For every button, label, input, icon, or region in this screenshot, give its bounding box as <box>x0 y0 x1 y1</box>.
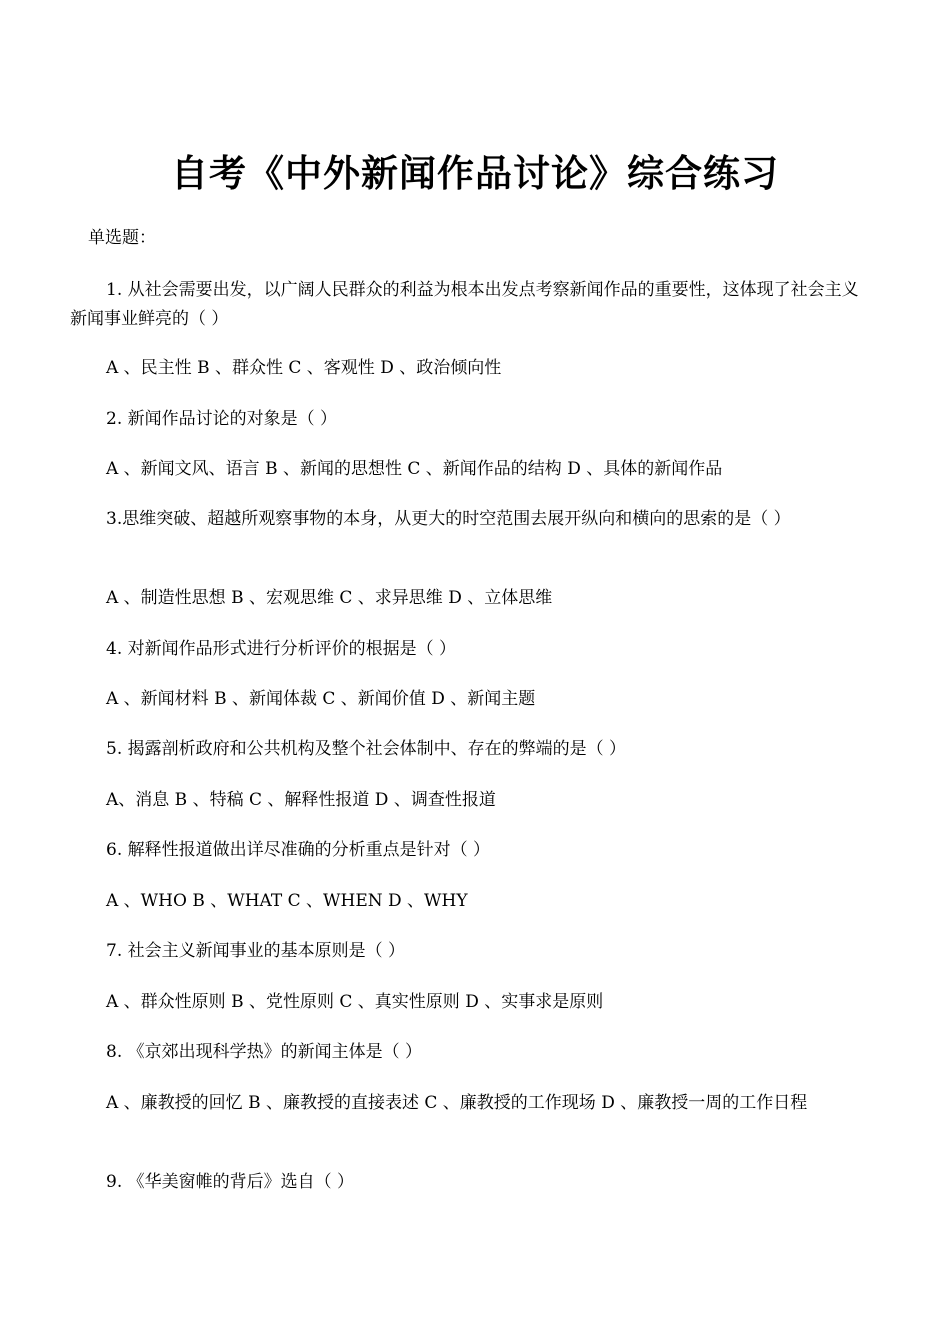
question-9: 9. 《华美窗帷的背后》选自（ ） <box>106 1172 355 1192</box>
options-7: A 、群众性原则 B 、党性原则 C 、真实性原则 D 、实事求是原则 <box>106 992 604 1012</box>
options-6: A 、WHO B 、WHAT C 、WHEN D 、WHY <box>106 891 468 911</box>
options-1: A 、民主性 B 、群众性 C 、客观性 D 、政治倾向性 <box>106 358 502 378</box>
options-2: A 、新闻文风、语言 B 、新闻的思想性 C 、新闻作品的结构 D 、具体的新闻作品 <box>106 459 723 479</box>
question-8: 8. 《京郊出现科学热》的新闻主体是（ ） <box>106 1042 423 1062</box>
document-title: 自考《中外新闻作品讨论》综合练习 <box>171 152 779 195</box>
options-3: A 、制造性思想 B 、宏观思维 C 、求异思维 D 、立体思维 <box>106 588 553 608</box>
question-2: 2. 新闻作品讨论的对象是（ ） <box>106 409 338 429</box>
question-6: 6. 解释性报道做出详尽准确的分析重点是针对（ ） <box>106 840 491 860</box>
question-5: 5. 揭露剖析政府和公共机构及整个社会体制中、存在的弊端的是（ ） <box>106 739 627 759</box>
question-1: 1. 从社会需要出发，以广阔人民群众的利益为根本出发点考察新闻作品的重要性，这体现了社会主义新闻事业鲜亮的（ ） <box>70 280 859 329</box>
options-4: A 、新闻材料 B 、新闻体裁 C 、新闻价值 D 、新闻主题 <box>106 689 536 709</box>
options-8: A 、廉教授的回忆 B 、廉教授的直接表述 C 、廉教授的工作现场 D 、廉教授一周的工作日程 <box>106 1093 808 1113</box>
options-5: A、消息 B 、特稿 C 、解释性报道 D 、调查性报道 <box>106 790 496 810</box>
question-4: 4. 对新闻作品形式进行分析评价的根据是（ ） <box>106 639 457 659</box>
section-label: 单选题： <box>88 228 156 248</box>
question-3: 3.思维突破、超越所观察事物的本身，从更大的时空范围去展开纵向和横向的思索的是（ ） <box>106 509 791 529</box>
question-7: 7. 社会主义新闻事业的基本原则是（ ） <box>106 941 406 961</box>
